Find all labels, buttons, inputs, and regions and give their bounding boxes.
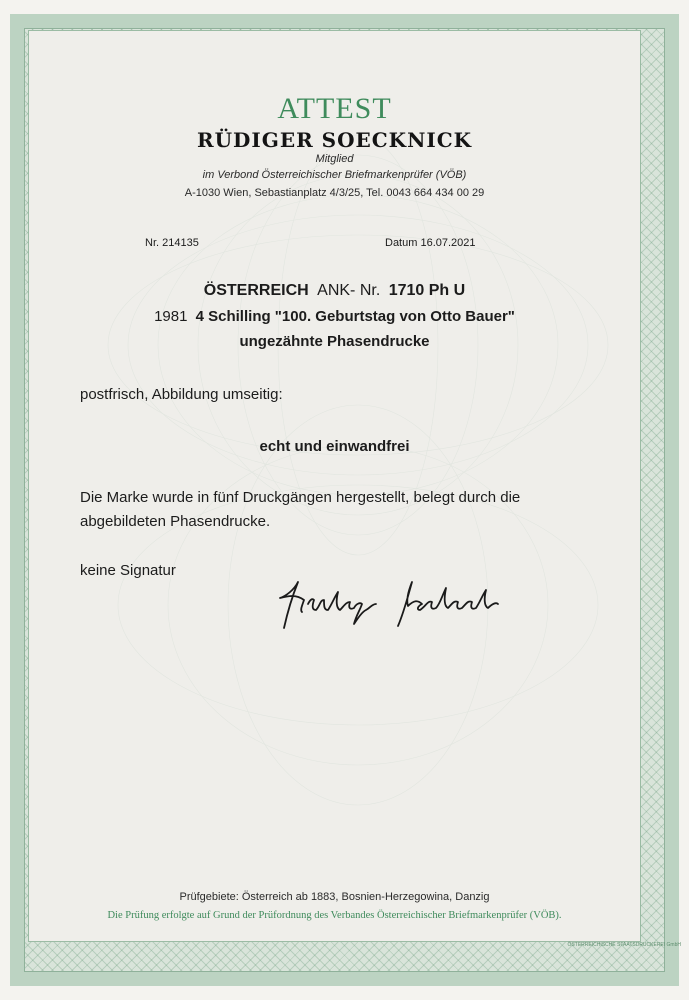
item-issue-line [28, 308, 641, 325]
examination-areas: Prüfgebiete: Österreich ab 1883, Bosnien-Herzegowina, Danzig [179, 891, 490, 903]
certificate-sheet [28, 30, 641, 942]
examination-note: Die Prüfung erfolgte auf Grund der Prüfordnung des Verbandes Österreichischer Briefmarkenprüfer (VÖB). [107, 910, 562, 921]
printer-imprint: ÖSTERREICHISCHE STAATSDRUCKEREI GmbH [567, 942, 681, 948]
remark-line-2: abgebildeten Phasendrucke. [80, 513, 271, 530]
member-label: Mitglied [315, 153, 354, 165]
signature-note: keine Signatur [80, 562, 176, 579]
address-line: A-1030 Wien, Sebastianplatz 4/3/25, Tel. 0043 664 434 00 29 [184, 187, 485, 199]
issue-description: 4 Schilling "100. Geburtstag von Otto Bauer" [195, 308, 515, 325]
item-country-line [28, 282, 641, 300]
examiner-name: RÜDIGER SOECKNICK [196, 128, 473, 152]
remark-text [80, 486, 620, 534]
item-variant: ungezähnte Phasendrucke [239, 333, 430, 350]
certificate-title: ATTEST [277, 92, 392, 125]
verdict-text: echt und einwandfrei [259, 438, 410, 455]
issue-year: 1981 [154, 308, 188, 325]
ank-label: ANK- Nr. [317, 282, 381, 299]
handwritten-signature [258, 570, 518, 640]
condition-text: postfrisch, Abbildung umseitig: [80, 386, 283, 403]
ank-number: 1710 Ph U [388, 282, 466, 299]
certificate-number: Nr. 214135 [145, 237, 199, 249]
remark-line-1: Die Marke wurde in fünf Druckgängen hergestellt, belegt durch die [80, 489, 521, 506]
item-country: ÖSTERREICH [203, 282, 309, 299]
certificate-date: Datum 16.07.2021 [385, 237, 476, 249]
association-line: im Verbond Österreichischer Briefmarkenprüfer (VÖB) [202, 169, 467, 181]
